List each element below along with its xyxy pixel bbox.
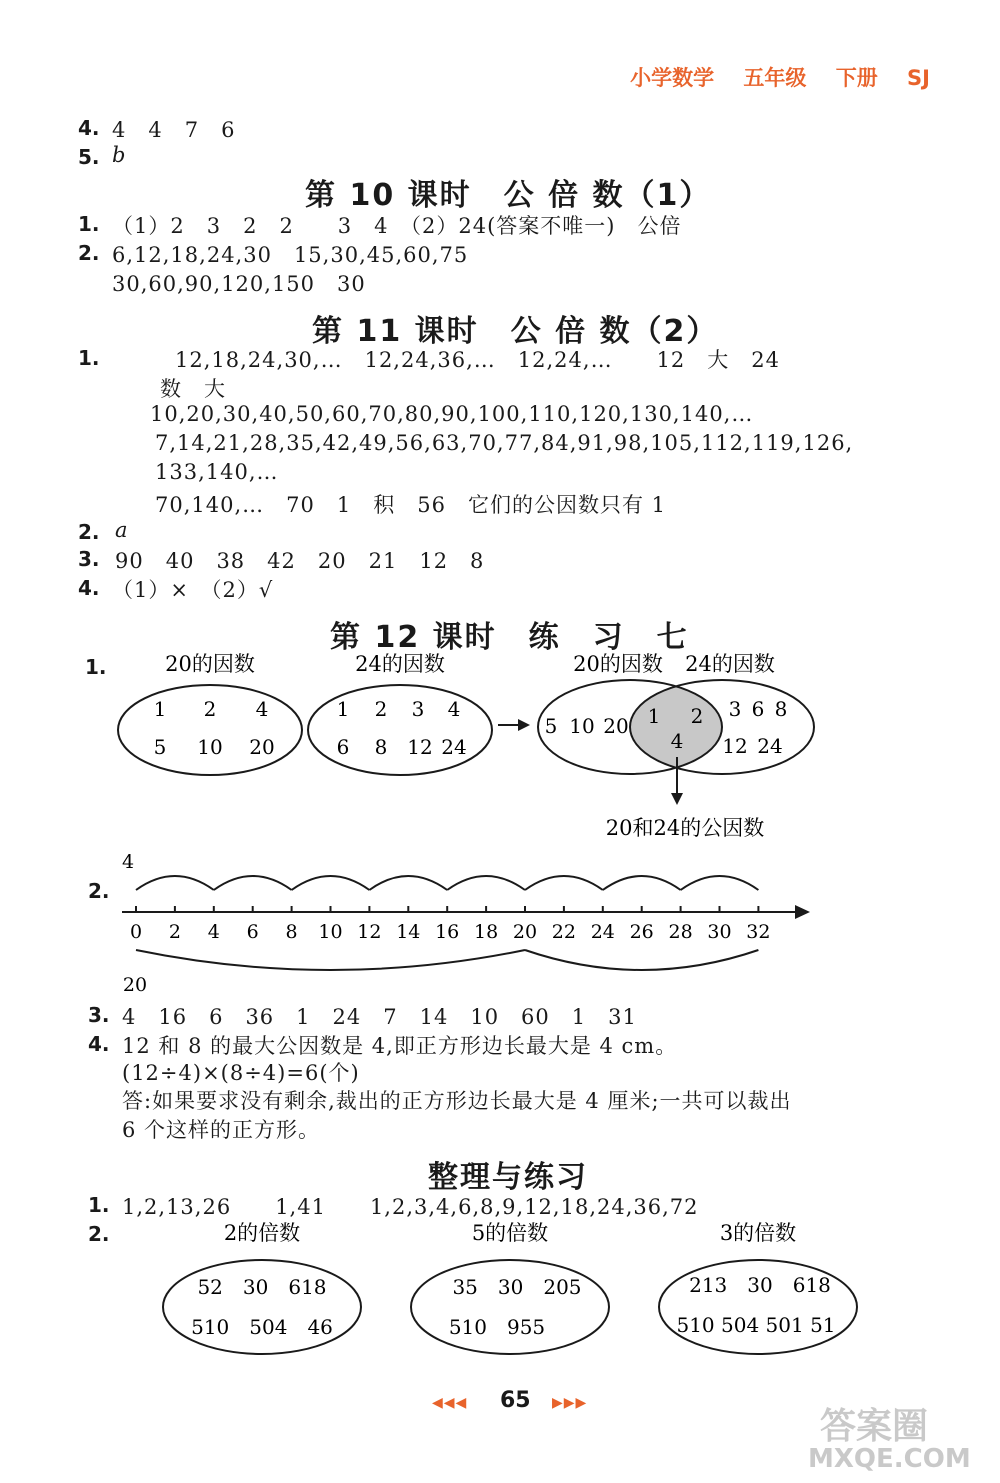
answer-text: （1）2 3 2 2 3 4 （2）24(答案不唯一) 公倍 — [112, 214, 682, 238]
venn-right-item: 24 — [757, 734, 783, 758]
answer-number: 3. — [78, 547, 100, 571]
answer-text: b — [112, 143, 127, 167]
answer-number: 4. — [78, 116, 100, 140]
set-20-item: 4 — [255, 697, 269, 721]
review-title: 整理与练习 — [428, 1160, 588, 1195]
answer-text: 6,12,18,24,30 15,30,45,60,75 — [112, 243, 469, 267]
answer-number: 1. — [85, 655, 107, 679]
venn-right-item: 6 — [751, 697, 765, 721]
multiples-5-row: 35 30 205 — [452, 1275, 582, 1299]
set-20-item: 20 — [249, 735, 275, 759]
number-line-step-label-top: 4 — [121, 851, 135, 873]
set-20-item: 10 — [197, 735, 223, 759]
multiples-2-row: 52 30 618 — [197, 1275, 327, 1299]
number-line-arc-bottom — [525, 950, 758, 970]
number-line-tick-label: 30 — [707, 921, 732, 943]
number-line-tick-label: 4 — [207, 921, 220, 943]
set-24-item: 24 — [441, 735, 467, 759]
number-line-arc-top — [136, 876, 214, 890]
answer-text: 6 个这样的正方形。 — [122, 1118, 321, 1142]
answer-number: 4. — [78, 576, 100, 600]
set-24-label: 24的因数 — [355, 652, 445, 676]
number-line-arc-top — [603, 876, 681, 890]
number-line-tick-label: 8 — [285, 921, 298, 943]
number-line-arc-top — [369, 876, 447, 890]
watermark-logo: 答案圈 — [820, 1406, 929, 1447]
set-20-label: 20的因数 — [165, 652, 255, 676]
answer-text: 10,20,30,40,50,60,70,80,90,100,110,120,130,140,… — [150, 402, 754, 426]
number-line-arc-top — [681, 876, 759, 890]
footer-right-arrows: ▶▶▶ — [552, 1395, 588, 1411]
answer-number: 1. — [78, 212, 100, 236]
venn-right-item: 8 — [774, 697, 788, 721]
number-line-tick-label: 14 — [396, 921, 421, 943]
page-header — [608, 62, 930, 92]
answer-number: 4. — [88, 1032, 110, 1056]
venn-left-item: 5 — [544, 714, 558, 738]
number-line-tick-label: 32 — [746, 921, 771, 943]
venn-left-item: 10 — [569, 714, 595, 738]
answer-text: （1）× （2）√ — [112, 578, 274, 602]
multiples-3-row: 213 30 618 — [689, 1273, 831, 1297]
answer-text: 4 4 7 6 — [112, 118, 236, 142]
answer-text: 12,18,24,30,… 12,24,36,… 12,24,… 12 大 24 — [175, 348, 781, 372]
set-24-item: 4 — [447, 697, 461, 721]
answer-text: 70,140,… 70 1 积 56 它们的公因数只有 1 — [155, 493, 666, 517]
answer-number: 2. — [78, 520, 100, 544]
lesson-11-title: 第 11 课时 公 倍 数（2） — [312, 314, 719, 349]
answer-text: (12÷4)×(8÷4)=6(个) — [122, 1061, 360, 1085]
answer-number: 2. — [78, 241, 100, 265]
number-line-tick-label: 12 — [357, 921, 382, 943]
venn-common-item: 1 — [647, 704, 661, 728]
set-24-item: 12 — [407, 735, 433, 759]
arrow-right-icon — [518, 719, 530, 731]
venn-right-item: 3 — [728, 697, 742, 721]
answer-number: 5. — [78, 145, 100, 169]
lesson-10-title: 第 10 课时 公 倍 数（1） — [305, 178, 712, 213]
venn-common-item: 2 — [690, 704, 704, 728]
header-subject: 小学数学 — [630, 66, 715, 90]
answer-text: 1,2,13,26 1,41 1,2,3,4,6,8,9,12,18,24,36,72 — [122, 1195, 699, 1219]
set-24-ellipse — [308, 685, 492, 775]
arrow-down-icon — [671, 793, 683, 805]
answer-number: 1. — [88, 1193, 110, 1217]
venn-common-item: 4 — [670, 729, 684, 753]
answer-number: 3. — [88, 1003, 110, 1027]
set-24-item: 3 — [411, 697, 425, 721]
multiples-3-row: 510 504 501 51 — [676, 1313, 836, 1337]
multiples-5-label: 5的倍数 — [471, 1221, 549, 1245]
answer-number: 1. — [78, 346, 100, 370]
number-line-tick-label: 0 — [129, 921, 143, 943]
number-line-tick-label: 22 — [551, 921, 576, 943]
answer-text: 答:如果要求没有剩余,裁出的正方形边长最大是 4 厘米;一共可以裁出 — [122, 1089, 792, 1113]
number-line-tick-label: 18 — [474, 921, 499, 943]
footer-left-arrows: ◀◀◀ — [432, 1395, 468, 1411]
set-24-item: 2 — [374, 697, 388, 721]
number-line-arc-top — [292, 876, 370, 890]
multiples-2-label: 2的倍数 — [223, 1221, 301, 1245]
number-line-tick-label: 10 — [318, 921, 343, 943]
watermark-url: MXQE.COM — [808, 1444, 971, 1474]
number-line-arc-top — [525, 876, 603, 890]
header-grade: 五年级 — [743, 66, 807, 90]
venn-right-label: 24的因数 — [685, 652, 775, 676]
set-20-item: 2 — [203, 697, 217, 721]
multiples-sets-diagram — [0, 1210, 1000, 1370]
number-line-arc-top — [214, 876, 292, 890]
number-line-step-label-bottom: 20 — [122, 974, 148, 996]
factor-sets-diagram — [0, 645, 1000, 855]
multiples-5-row: 510 955 — [448, 1315, 546, 1339]
number-line-tick-label: 24 — [590, 921, 615, 943]
venn-left-label: 20的因数 — [573, 652, 663, 676]
number-line-tick-label: 28 — [668, 921, 693, 943]
header-edition: SJ — [907, 66, 930, 90]
number-line-tick-label: 20 — [512, 921, 538, 943]
number-line-tick-label: 16 — [435, 921, 460, 943]
number-line-tick-label: 26 — [629, 921, 654, 943]
set-20-item: 1 — [153, 697, 167, 721]
set-24-item: 6 — [336, 735, 350, 759]
number-line-arc-top — [447, 876, 525, 890]
answer-text: a — [115, 518, 129, 542]
answer-number: 2. — [88, 1222, 110, 1246]
answer-text: 数 大 — [160, 377, 226, 401]
answer-text: 90 40 38 42 20 21 12 8 — [115, 549, 485, 573]
answer-text: 133,140,… — [155, 460, 279, 484]
number-line-tick-label: 6 — [246, 921, 259, 943]
number-line-diagram — [0, 848, 1000, 998]
number-line-tick-label: 2 — [168, 921, 181, 943]
multiples-2-row: 510 504 46 — [191, 1315, 333, 1339]
venn-right-item: 12 — [722, 734, 748, 758]
answer-text: 4 16 6 36 1 24 7 14 10 60 1 31 — [122, 1005, 637, 1029]
answer-number: 2. — [88, 879, 110, 903]
number-line-top-arcs — [136, 876, 758, 890]
answer-text: 30,60,90,120,150 30 — [112, 272, 366, 296]
set-24-item: 1 — [336, 697, 350, 721]
answer-text: 12 和 8 的最大公因数是 4,即正方形边长最大是 4 cm。 — [122, 1034, 678, 1058]
number-line-arc-bottom — [136, 950, 525, 970]
common-factors-label: 20和24的公因数 — [605, 816, 765, 840]
header-volume: 下册 — [835, 66, 878, 90]
lesson-12-title: 第 12 课时 练 习 七 — [330, 620, 689, 655]
venn-left-item: 20 — [603, 714, 629, 738]
arrow-right-icon — [795, 905, 810, 919]
set-24-item: 8 — [374, 735, 388, 759]
page-number: 65 — [500, 1388, 531, 1413]
number-line-bottom-arcs — [136, 950, 758, 970]
set-20-item: 5 — [153, 735, 167, 759]
answer-text: 7,14,21,28,35,42,49,56,63,70,77,84,91,98,105,112,119,126, — [155, 431, 854, 455]
multiples-3-label: 3的倍数 — [719, 1221, 797, 1245]
